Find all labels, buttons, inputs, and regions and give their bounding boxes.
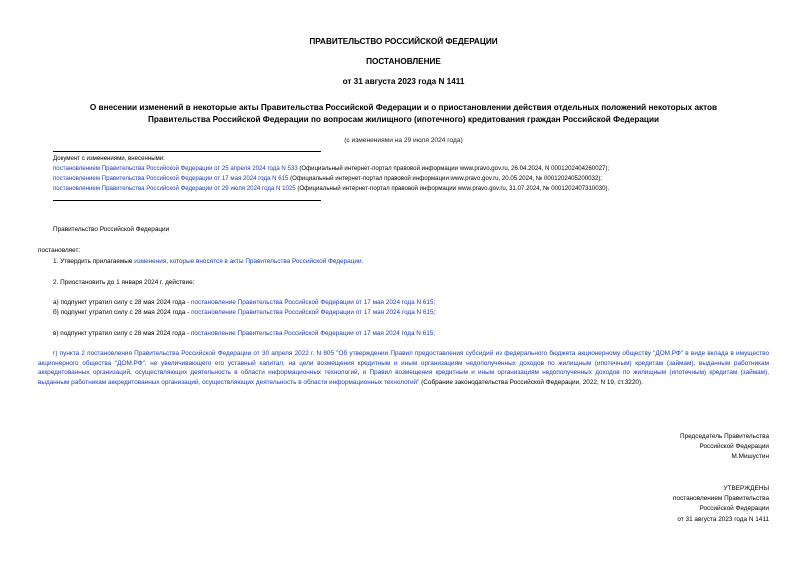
amendment-item [53, 184, 609, 193]
revision-note: (с изменениями на 29 июля 2024 года) [344, 137, 463, 144]
approved-country: Российской Федерации [699, 505, 769, 513]
sub-item-text: а) подпункт утратил силу с 28 мая 2024 года - [53, 299, 191, 306]
sub-item-link[interactable]: постановление Правительства Российской Федерации от 17 мая 2024 года N 615; [191, 309, 436, 316]
signature-position: Председатель Правительства [680, 433, 769, 440]
sub-item-g-source: (Собрание законодательства Российской Федерации, 2022, N 19, ст.3220). [419, 378, 643, 386]
sub-item-link[interactable]: постановление Правительства Российской Федерации от 17 мая 2024 года N 615; [190, 299, 436, 306]
item-1 [53, 257, 363, 267]
item-2: 2. Приостановить до 1 января 2024 г. действие: [53, 279, 195, 286]
item-1-link[interactable]: изменения, которые вносятся в акты Правительства Российской Федерации. [134, 258, 364, 265]
resolves-text: постановляет: [38, 247, 81, 254]
signature-country: Российской Федерации [699, 443, 769, 451]
sub-item-a [53, 298, 435, 308]
approved-by: постановлением Правительства [673, 495, 769, 503]
document-title-line1: О внесении изменений в некоторые акты Правительства Российской Федерации и о приостановлении действия отдельных положений некоторых актов [89, 103, 718, 112]
sub-item-v [53, 329, 435, 339]
government-heading: ПРАВИТЕЛЬСТВО РОССИЙСКОЙ ФЕДЕРАЦИИ [309, 37, 498, 46]
sub-item-g [38, 349, 769, 387]
sub-item-text: б) подпункт утратил силу с 28 мая 2024 года - [53, 309, 192, 316]
document-date-number: от 31 августа 2023 года N 1411 [342, 77, 465, 86]
signature-name: М.Мишустин [731, 453, 769, 461]
amendment-item [53, 174, 602, 183]
amendment-source: (Официальный интернет-портал правовой информации www.pravo.gov.ru, 26.04.2024, N 0001202404260027); [297, 165, 610, 172]
sub-item-g-link[interactable]: г) пункта 2 постановления Правительства Российской Федерации от 30 апреля 2022 г. N 805 "Об утверждении Правил предоставления субсидий из федерального бюджета акционерному обществу "ДОМ.РФ" в виде вклада в имущество акционерного общества "ДОМ.РФ", не увеличивающего его уставный капитал, на цели возмещения кредитным и иным организациям недополученных доходов по жилищным (ипотечным) кредитам (займам), выданным работникам аккредитованных организаций, осуществляющих деятельность в области информационных технологий, и Правил возмещения кредитным и иным организациям недополученных доходов по жилищным (ипотечным) кредитам (займам), выданным работникам аккредитованных организаций, осуществляющих деятельность в области информационных технологий" [38, 350, 769, 386]
approved-title: УТВЕРЖДЕНЫ [723, 485, 769, 492]
amendment-link[interactable]: постановлением Правительства Российской Федерации от 17 мая 2024 года N 615 [53, 175, 289, 182]
divider-bottom [53, 200, 321, 201]
document-type: ПОСТАНОВЛЕНИЕ [366, 57, 441, 66]
signature-block [560, 432, 769, 463]
sub-item-text: в) подпункт утратил силу с 28 мая 2024 года - [53, 330, 191, 337]
document-title-line2: Правительства Российской Федерации по вопросам жилищного (ипотечного) кредитования граждан Российской Федерации [147, 115, 660, 124]
amendment-source: (Официальный интернет-портал правовой информации www.pravo.gov.ru, 20.05.2024, № 0001202405200032); [288, 175, 602, 182]
government-name: Правительство Российской Федерации [53, 226, 170, 233]
approved-block [560, 484, 769, 525]
divider-top [53, 151, 321, 152]
amendments-intro: Документ с изменениями, внесенными: [53, 155, 165, 162]
amendment-source: (Официальный интернет-портал правовой информации www.pravo.gov.ru, 31.07.2024, № 0001202407310030). [295, 185, 610, 192]
sub-item-link[interactable]: постановление Правительства Российской Федерации от 17 мая 2024 года N 615; [190, 330, 436, 337]
approved-date: от 31 августа 2023 года N 1411 [677, 515, 769, 523]
amendment-link[interactable]: постановлением Правительства Российской Федерации от 25 апреля 2024 года N 533 [53, 165, 298, 172]
amendment-item [53, 164, 609, 173]
item-1-text: 1. Утвердить прилагаемые [53, 258, 135, 265]
sub-item-b [53, 308, 435, 318]
amendment-link[interactable]: постановлением Правительства Российской Федерации от 29 июля 2024 года N 1025 [53, 185, 296, 192]
